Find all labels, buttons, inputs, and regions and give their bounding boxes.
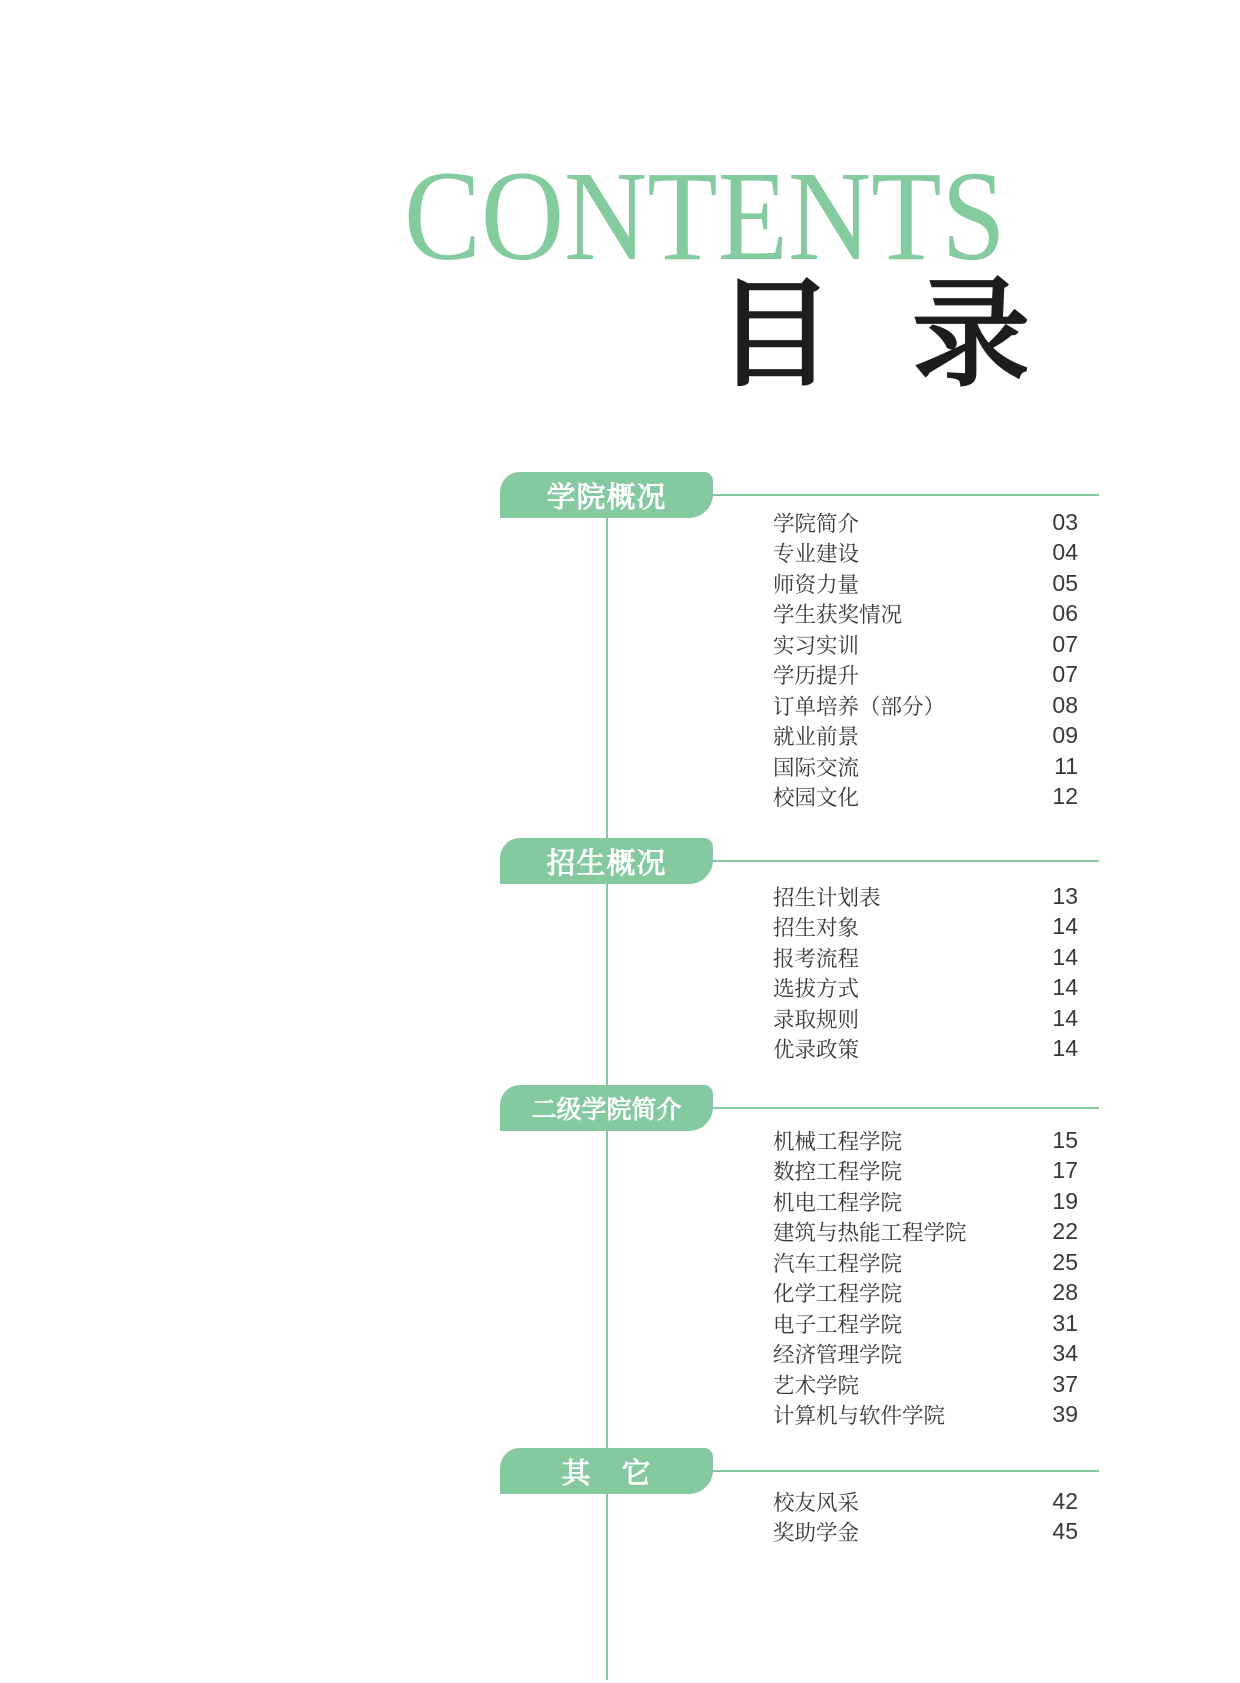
toc-item-page: 14 (1052, 1004, 1078, 1031)
toc-item-title: 汽车工程学院 (773, 1251, 903, 1276)
toc-item-page: 12 (1052, 783, 1078, 810)
toc-item-page: 14 (1052, 913, 1078, 940)
toc-item-page: 07 (1052, 630, 1078, 657)
toc-item-page: 04 (1052, 539, 1078, 566)
toc-row[interactable] (773, 1156, 1078, 1187)
toc-row[interactable] (773, 1034, 1078, 1065)
toc-item-page: 14 (1052, 943, 1078, 970)
toc-row[interactable] (773, 1247, 1078, 1278)
toc-item-title: 专业建设 (773, 542, 860, 567)
toc-item-title: 电子工程学院 (773, 1312, 903, 1337)
toc-item-title: 校友风采 (773, 1490, 860, 1515)
toc-item-page: 13 (1052, 882, 1078, 909)
toc-item-page: 03 (1052, 508, 1078, 535)
toc-item-page: 06 (1052, 600, 1078, 627)
toc-item-title: 录取规则 (773, 1007, 860, 1032)
toc-item-page: 45 (1052, 1518, 1078, 1545)
toc-item-title: 优录政策 (773, 1038, 860, 1063)
toc-row[interactable] (773, 973, 1078, 1004)
toc-row[interactable] (773, 881, 1078, 912)
toc-row[interactable] (773, 1517, 1078, 1548)
toc-section (500, 1448, 1120, 1546)
contents-title-cn: 目录 (716, 269, 1109, 401)
toc-row[interactable] (773, 599, 1078, 630)
section-label: 招生概况 (546, 847, 667, 880)
toc-item-title: 学院简介 (773, 511, 860, 536)
toc-row[interactable] (773, 568, 1078, 599)
toc-row[interactable] (773, 942, 1078, 973)
toc-row[interactable] (773, 1186, 1078, 1217)
toc-item-page: 07 (1052, 661, 1078, 688)
toc-item-page: 14 (1052, 974, 1078, 1001)
section-header[interactable] (500, 472, 713, 518)
toc-item-page: 25 (1052, 1248, 1078, 1275)
section-vertical-connector-line (606, 475, 608, 1680)
toc-item-title: 艺术学院 (773, 1373, 860, 1398)
toc-item-title: 报考流程 (773, 946, 860, 971)
section-connector-line (711, 494, 1099, 496)
toc-item-page: 31 (1052, 1309, 1078, 1336)
toc-item-page: 28 (1052, 1279, 1078, 1306)
toc-item-title: 师资力量 (773, 572, 860, 597)
toc-item-page: 08 (1052, 691, 1078, 718)
toc-row[interactable] (773, 660, 1078, 691)
toc-item-page: 34 (1052, 1340, 1078, 1367)
section-rows (773, 507, 1078, 812)
toc-item-page: 14 (1052, 1035, 1078, 1062)
section-header[interactable] (500, 838, 713, 884)
toc-row[interactable] (773, 1486, 1078, 1517)
toc-row[interactable] (773, 721, 1078, 752)
toc-item-title: 招生对象 (773, 916, 860, 941)
toc-row[interactable] (773, 1125, 1078, 1156)
toc-item-page: 05 (1052, 569, 1078, 596)
toc-item-title: 机电工程学院 (773, 1190, 903, 1215)
section-rows (773, 1125, 1078, 1430)
toc-item-title: 化学工程学院 (773, 1282, 903, 1307)
toc-row[interactable] (773, 629, 1078, 660)
toc-item-page: 39 (1052, 1401, 1078, 1428)
toc-item-page: 09 (1052, 722, 1078, 749)
toc-item-title: 就业前景 (773, 725, 860, 750)
section-connector-line (711, 860, 1099, 862)
toc-item-title: 奖助学金 (773, 1521, 860, 1546)
toc-row[interactable] (773, 1369, 1078, 1400)
toc-section (500, 1085, 1120, 1429)
toc-row[interactable] (773, 1003, 1078, 1034)
toc-row[interactable] (773, 1217, 1078, 1248)
toc-item-page: 17 (1052, 1157, 1078, 1184)
contents-title-en: CONTENTS (404, 145, 1006, 287)
section-connector-line (711, 1470, 1099, 1472)
section-label: 二级学院简介 (531, 1096, 682, 1124)
toc-item-title: 国际交流 (773, 755, 860, 780)
toc-section (500, 838, 1120, 1063)
section-label: 学院概况 (546, 481, 667, 514)
toc-item-title: 学生获奖情况 (773, 603, 903, 628)
toc-item-page: 37 (1052, 1370, 1078, 1397)
toc-item-title: 订单培养（部分） (773, 694, 946, 719)
toc-item-title: 选拔方式 (773, 977, 860, 1002)
toc-item-page: 11 (1054, 752, 1078, 779)
section-header[interactable] (500, 1448, 713, 1494)
toc-item-title: 校园文化 (773, 786, 860, 811)
toc-row[interactable] (773, 538, 1078, 569)
toc-item-title: 招生计划表 (773, 885, 881, 910)
section-connector-line (711, 1107, 1099, 1109)
toc-item-title: 学历提升 (773, 664, 860, 689)
toc-row[interactable] (773, 690, 1078, 721)
toc-item-page: 42 (1052, 1487, 1078, 1514)
toc-item-title: 计算机与软件学院 (773, 1404, 946, 1429)
toc-item-title: 实习实训 (773, 633, 860, 658)
toc-item-page: 15 (1052, 1126, 1078, 1153)
section-rows (773, 881, 1078, 1064)
toc-row[interactable] (773, 1400, 1078, 1431)
toc-section (500, 472, 1120, 811)
toc-item-title: 经济管理学院 (773, 1343, 903, 1368)
toc-item-title: 机械工程学院 (773, 1129, 903, 1154)
toc-row[interactable] (773, 912, 1078, 943)
toc-item-page: 22 (1052, 1218, 1078, 1245)
toc-row[interactable] (773, 1308, 1078, 1339)
section-header[interactable] (500, 1085, 713, 1131)
section-label: 其 它 (561, 1457, 652, 1490)
toc-row[interactable] (773, 1339, 1078, 1370)
toc-row[interactable] (773, 782, 1078, 813)
toc-row[interactable] (773, 507, 1078, 538)
toc-item-page: 19 (1052, 1187, 1078, 1214)
toc-row[interactable] (773, 751, 1078, 782)
toc-item-title: 数控工程学院 (773, 1160, 903, 1185)
section-rows (773, 1486, 1078, 1547)
toc-item-title: 建筑与热能工程学院 (773, 1221, 967, 1246)
toc-row[interactable] (773, 1278, 1078, 1309)
